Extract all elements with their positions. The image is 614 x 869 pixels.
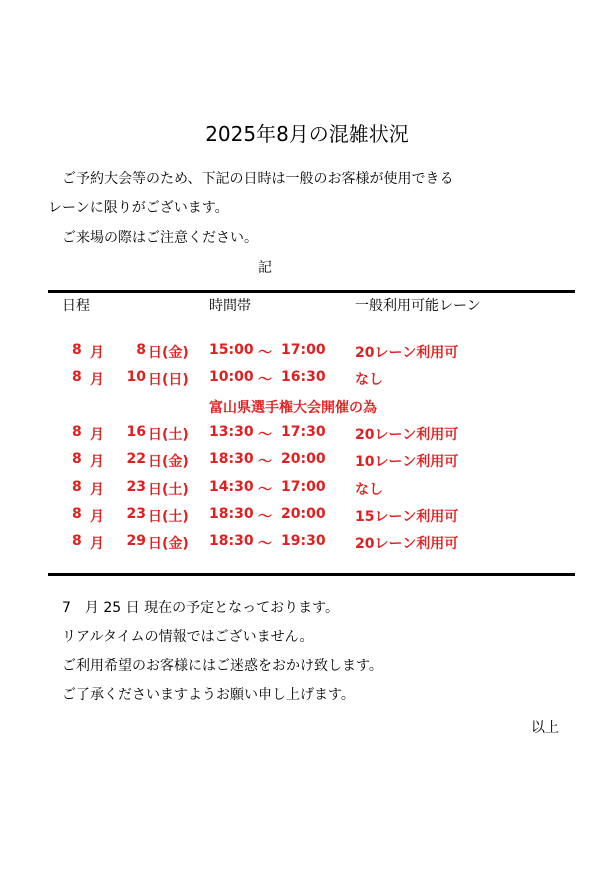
row-tilde: 〜 <box>258 427 272 443</box>
row-start-time: 18:30 <box>209 533 254 549</box>
row-month: 8 <box>72 506 82 522</box>
row-start-time: 18:30 <box>209 451 254 467</box>
row-tilde: 〜 <box>258 345 272 361</box>
row-month-unit: 月 <box>90 536 104 552</box>
table-row <box>0 506 614 526</box>
footer-line-3: ご利用希望のお客様にはご迷惑をおかけ致します。 <box>62 658 383 674</box>
intro-line-2: レーンに限りがございます。 <box>48 200 229 216</box>
row-day: 22 <box>126 451 146 467</box>
header-time: 時間帯 <box>209 298 251 314</box>
table-top-rule <box>48 290 575 293</box>
row-month-unit: 月 <box>90 482 104 498</box>
row-end-time: 17:00 <box>281 479 326 495</box>
row-lane-note: 10レーン利用可 <box>355 454 459 470</box>
closing-text: 以上 <box>531 720 559 736</box>
row-day: 23 <box>126 506 146 522</box>
footer-line-1: 7 月 25 日 現在の予定となっております。 <box>62 600 339 616</box>
row-tilde: 〜 <box>258 372 272 388</box>
row-day: 29 <box>126 533 146 549</box>
row-month: 8 <box>72 342 82 358</box>
row-end-time: 17:00 <box>281 342 326 358</box>
ki-marker: 記 <box>258 260 272 276</box>
row-day-unit: 日(土) <box>148 482 189 498</box>
row-tilde: 〜 <box>258 454 272 470</box>
row-day: 16 <box>126 424 146 440</box>
row-lane-note: 15レーン利用可 <box>355 509 459 525</box>
row-day-unit: 日(金) <box>148 536 189 552</box>
table-row <box>0 369 614 389</box>
row-day-unit: 日(土) <box>148 427 189 443</box>
intro-line-3: ご来場の際はご注意ください。 <box>62 230 258 246</box>
row-month: 8 <box>72 424 82 440</box>
row-start-time: 18:30 <box>209 506 254 522</box>
row-month: 8 <box>72 479 82 495</box>
row-lane-note: 20レーン利用可 <box>355 427 459 443</box>
row-start-time: 10:00 <box>209 369 254 385</box>
row-day-unit: 日(金) <box>148 454 189 470</box>
table-notice-row <box>0 397 614 417</box>
row-end-time: 19:30 <box>281 533 326 549</box>
row-day: 8 <box>136 342 146 358</box>
row-lane-note: なし <box>355 372 383 388</box>
row-month-unit: 月 <box>90 372 104 388</box>
row-tilde: 〜 <box>258 536 272 552</box>
row-day-unit: 日(金) <box>148 345 189 361</box>
row-month-unit: 月 <box>90 509 104 525</box>
table-row <box>0 479 614 499</box>
notice-text: 富山県選手権大会開催の為 <box>209 400 377 416</box>
header-date: 日程 <box>62 298 90 314</box>
page-title: 2025年8月の混雑状況 <box>205 122 409 146</box>
row-end-time: 17:30 <box>281 424 326 440</box>
table-row <box>0 342 614 362</box>
row-end-time: 16:30 <box>281 369 326 385</box>
row-day-unit: 日(土) <box>148 509 189 525</box>
row-day: 23 <box>126 479 146 495</box>
table-bottom-rule <box>48 573 575 576</box>
row-month: 8 <box>72 369 82 385</box>
header-lanes: 一般利用可能レーン <box>355 298 481 314</box>
footer-line-2: リアルタイムの情報ではございません。 <box>62 629 314 645</box>
intro-line-1: ご予約大会等のため、下記の日時は一般のお客様が使用できる <box>62 171 454 187</box>
row-end-time: 20:00 <box>281 506 326 522</box>
row-lane-note: 20レーン利用可 <box>355 536 459 552</box>
footer-line-4: ご了承くださいますようお願い申し上げます。 <box>62 687 355 703</box>
table-row <box>0 533 614 553</box>
row-lane-note: なし <box>355 482 383 498</box>
row-tilde: 〜 <box>258 509 272 525</box>
row-start-time: 13:30 <box>209 424 254 440</box>
row-day-unit: 日(日) <box>148 372 189 388</box>
row-start-time: 14:30 <box>209 479 254 495</box>
row-tilde: 〜 <box>258 482 272 498</box>
row-month: 8 <box>72 533 82 549</box>
row-month-unit: 月 <box>90 427 104 443</box>
row-start-time: 15:00 <box>209 342 254 358</box>
row-day: 10 <box>126 369 146 385</box>
row-end-time: 20:00 <box>281 451 326 467</box>
row-month-unit: 月 <box>90 454 104 470</box>
row-month: 8 <box>72 451 82 467</box>
table-row <box>0 424 614 444</box>
row-month-unit: 月 <box>90 345 104 361</box>
table-row <box>0 451 614 471</box>
row-lane-note: 20レーン利用可 <box>355 345 459 361</box>
